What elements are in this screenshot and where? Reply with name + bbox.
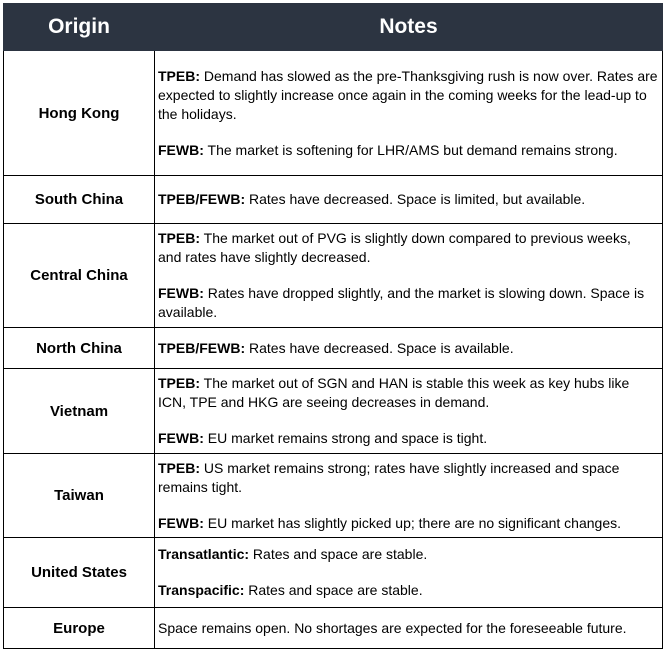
note-text: Rates and space are stable. xyxy=(249,546,428,562)
origin-cell: South China xyxy=(4,176,155,224)
note-text: The market out of PVG is slightly down compared to previous weeks, and rates have slightly decreased. xyxy=(158,230,631,265)
note-paragraph xyxy=(158,619,658,638)
note-paragraph xyxy=(158,374,658,412)
note-text: US market remains strong; rates have slightly increased and space remains tight. xyxy=(158,459,620,495)
note-label: TPEB: xyxy=(158,459,200,476)
note-paragraph xyxy=(158,514,658,533)
note-paragraph xyxy=(158,429,658,448)
note-paragraph xyxy=(158,141,658,160)
note-paragraph xyxy=(158,67,658,124)
notes-cell xyxy=(155,369,663,454)
note-label: TPEB: xyxy=(158,67,200,84)
note-label: TPEB/FEWB: xyxy=(158,191,246,207)
note-text: The market is softening for LHR/AMS but demand remains strong. xyxy=(203,141,618,158)
table-row xyxy=(4,608,663,649)
note-label: Transatlantic: xyxy=(158,546,250,562)
origin-cell: Europe xyxy=(4,608,155,649)
note-label: TPEB/FEWB: xyxy=(158,339,246,356)
header-row xyxy=(4,4,663,51)
note-text: Space remains open. No shortages are expected for the foreseeable future. xyxy=(158,619,627,636)
notes-cell xyxy=(155,454,663,538)
note-text: The market out of SGN and HAN is stable this week as key hubs like ICN, TPE and HKG are seeing decreases in demand. xyxy=(158,375,630,410)
origin-cell: Taiwan xyxy=(4,454,155,538)
note-paragraph xyxy=(158,459,658,497)
origin-cell: North China xyxy=(4,328,155,369)
note-paragraph xyxy=(158,581,658,600)
notes-cell xyxy=(155,224,663,328)
origin-cell: Central China xyxy=(4,224,155,328)
table-row xyxy=(4,51,663,176)
notes-cell xyxy=(155,51,663,176)
note-text: Rates and space are stable. xyxy=(244,582,423,598)
note-text: Rates have dropped slightly, and the market is slowing down. Space is available. xyxy=(158,285,645,320)
note-text: Rates have decreased. Space is limited, but available. xyxy=(245,191,586,207)
table-row xyxy=(4,176,663,224)
origin-cell: Hong Kong xyxy=(4,51,155,176)
notes-cell xyxy=(155,538,663,608)
table-row xyxy=(4,224,663,328)
note-text: Rates have decreased. Space is available. xyxy=(245,339,514,356)
note-text: EU market remains strong and space is tight. xyxy=(203,430,488,446)
note-label: TPEB: xyxy=(158,230,200,246)
origin-cell: United States xyxy=(4,538,155,608)
origin-column-header: Origin xyxy=(4,4,155,51)
notes-cell xyxy=(155,328,663,369)
note-paragraph xyxy=(158,284,658,322)
freight-notes-table xyxy=(3,3,663,649)
note-label: FEWB: xyxy=(158,514,204,531)
table-row xyxy=(4,328,663,369)
table-row xyxy=(4,454,663,538)
note-text: EU market has slightly picked up; there are no significant changes. xyxy=(203,514,621,531)
origin-cell: Vietnam xyxy=(4,369,155,454)
note-text: Demand has slowed as the pre-Thanksgiving rush is now over. Rates are expected to slightly increase once again in the coming weeks for the lead-up to the holidays. xyxy=(158,67,658,122)
note-label: FEWB: xyxy=(158,430,204,446)
freight-notes-table-wrapper xyxy=(3,3,662,649)
table-row xyxy=(4,538,663,608)
note-label: Transpacific: xyxy=(158,582,245,598)
notes-cell xyxy=(155,608,663,649)
note-paragraph xyxy=(158,190,658,209)
note-paragraph xyxy=(158,545,658,564)
note-label: FEWB: xyxy=(158,285,204,301)
table-row xyxy=(4,369,663,454)
notes-column-header: Notes xyxy=(155,4,663,51)
note-paragraph xyxy=(158,339,658,358)
note-paragraph xyxy=(158,229,658,267)
note-label: FEWB: xyxy=(158,141,204,158)
note-label: TPEB: xyxy=(158,375,200,391)
notes-cell xyxy=(155,176,663,224)
